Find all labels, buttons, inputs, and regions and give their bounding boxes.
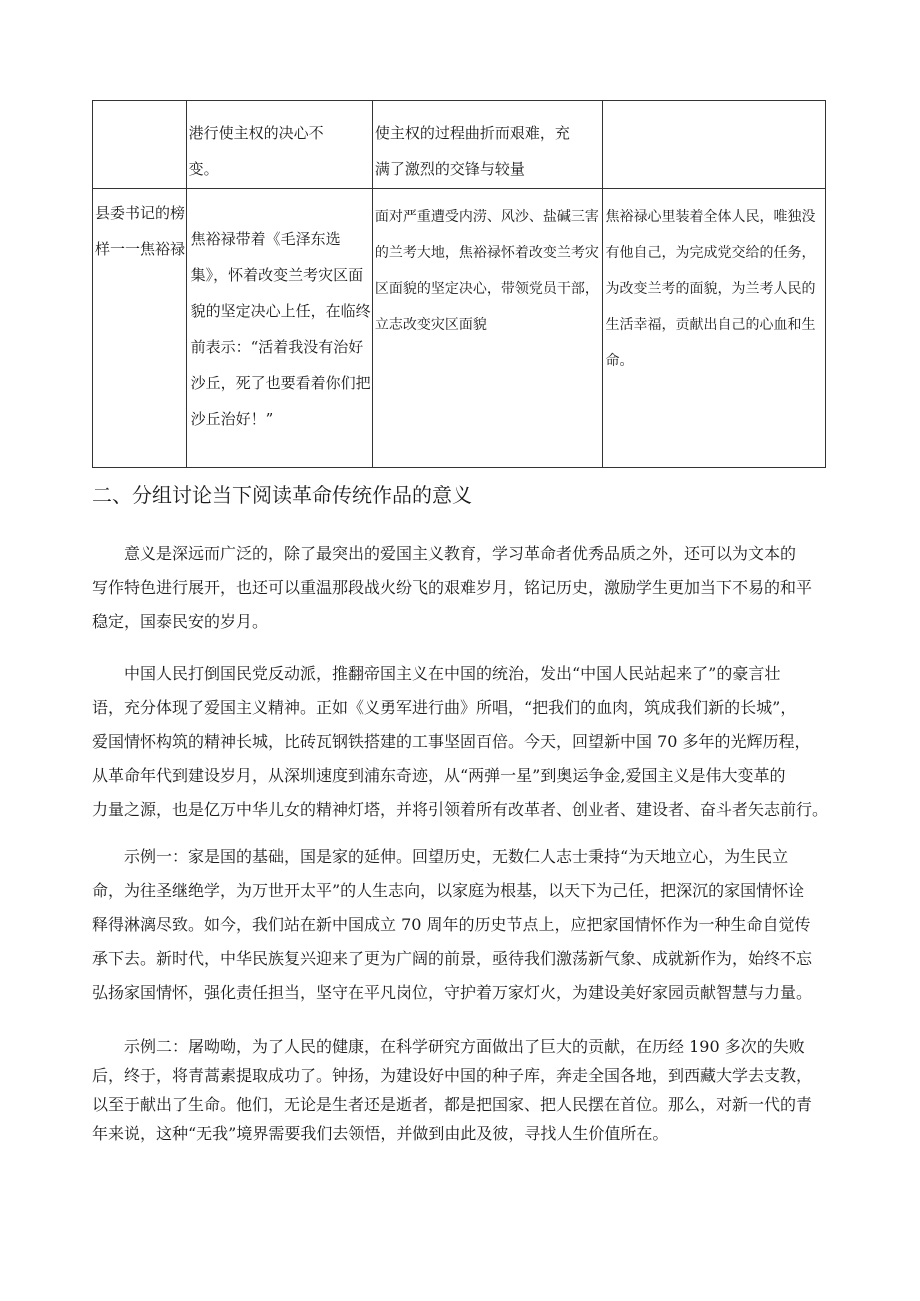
text-line: 承下去。新时代，中华民族复兴迎来了更为广阔的前景，亟待我们激荡新气象、成就新作为，始终不忘 bbox=[92, 949, 813, 968]
paragraph bbox=[92, 537, 830, 639]
table-row bbox=[93, 189, 826, 468]
table-row bbox=[93, 101, 826, 189]
paragraph bbox=[92, 657, 830, 827]
text-line: 意义是深远而广泛的，除了最突出的爱国主义教育，学习革命者优秀品质之外，还可以为文本的 bbox=[124, 544, 797, 563]
cell-line: 为改变兰考的面貌，为兰考人民的 bbox=[605, 281, 816, 297]
cell-line: 焦裕禄心里装着全体人民，唯独没 bbox=[605, 209, 816, 225]
cell-line: 的兰考大地，焦裕禄怀着改变兰考灾 bbox=[374, 245, 599, 261]
table-cell bbox=[603, 101, 826, 189]
table-cell bbox=[372, 101, 603, 189]
text-line: 释得淋漓尽致。如今，我们站在新中国成立 70 周年的历史节点上，应把家国情怀作为一种生命自觉传 bbox=[92, 915, 811, 934]
text-line: 示例二：屠呦呦，为了人民的健康，在科学研究方面做出了巨大的贡献，在历经 190 多次的失败 bbox=[124, 1037, 805, 1056]
cell-line: 命。 bbox=[605, 353, 634, 369]
cell-line: 县委书记的榜 bbox=[95, 204, 186, 222]
cell-line: 变。 bbox=[188, 160, 219, 178]
cell-line: 前表示：“活着我没有治好 bbox=[190, 338, 364, 356]
cell-line: 貌的坚定决心上任，在临终 bbox=[190, 302, 371, 320]
text-line: 语，充分体现了爱国主义精神。正如《义勇军进行曲》所唱，“把我们的血肉，筑成我们新的长城”， bbox=[92, 698, 797, 717]
cell-line: 使主权的过程曲折而艰难，充 bbox=[374, 124, 570, 142]
cell-line: 面对严重遭受内涝、风沙、盐碱三害 bbox=[374, 209, 599, 225]
text-line: 示例一：家是国的基础，国是家的延伸。回望历史，无数仁人志士秉持“为天地立心，为生民立 bbox=[124, 847, 789, 866]
text-line: 命，为往圣继绝学，为万世开太平”的人生志向，以家庭为根基，以天下为己任，把深沉的家国情怀诠 bbox=[92, 881, 805, 900]
table-cell bbox=[186, 189, 372, 468]
cell-line: 立志改变灾区面貌 bbox=[374, 317, 487, 333]
text-line: 后，终于，将青蒿素提取成功了。钟扬，为建设好中国的种子库，奔走全国各地，到西藏大学去支教， bbox=[92, 1066, 813, 1085]
table-cell bbox=[372, 189, 603, 468]
comparison-table bbox=[92, 100, 826, 468]
text-line: 弘扬家国情怀，强化责任担当，坚守在平凡岗位，守护着万家灯火，为建设美好家园贡献智慧与力量。 bbox=[92, 983, 813, 1002]
cell-line: 集》，怀着改变兰考灾区面 bbox=[190, 266, 364, 284]
text-line: 力量之源，也是亿万中华儿女的精神灯塔，并将引领着所有改革者、创业者、建设者、奋斗者矢志前行。 bbox=[92, 800, 829, 819]
cell-line: 焦裕禄带着《毛泽东选 bbox=[190, 230, 341, 248]
section-heading: 二、分组讨论当下阅读革命传统作品的意义 bbox=[92, 483, 472, 507]
text-line: 从革命年代到建设岁月，从深圳速度到浦东奇迹，从“两弹一星”到奥运争金,爱国主义是伟大变革的 bbox=[92, 766, 786, 785]
cell-line: 港行使主权的决心不 bbox=[188, 124, 324, 142]
table-cell bbox=[186, 101, 372, 189]
cell-line: 沙丘，死了也要看着你们把 bbox=[190, 374, 371, 392]
text-line: 中国人民打倒国民党反动派，推翻帝国主义在中国的统治，发出“中国人民站起来了”的豪言壮 bbox=[124, 664, 781, 683]
cell-line: 样一一焦裕禄 bbox=[95, 240, 186, 258]
text-line: 爱国情怀构筑的精神长城，比砖瓦钢铁搭建的工事坚固百倍。今天，回望新中国 70 多年的光辉历程， bbox=[92, 732, 811, 751]
cell-line: 有他自己，为完成党交给的任务， bbox=[605, 245, 816, 261]
table-cell bbox=[603, 189, 826, 468]
paragraph bbox=[92, 1032, 830, 1148]
paragraph bbox=[92, 840, 830, 1010]
table-cell bbox=[93, 189, 187, 468]
cell-line: 生活幸福，贡献出自己的心血和生 bbox=[605, 317, 816, 333]
text-line: 以至于献出了生命。他们，无论是生者还是逝者，都是把国家、把人民摆在首位。那么，对新一代的青 bbox=[92, 1095, 813, 1114]
cell-line: 区面貌的坚定决心，带领党员干部， bbox=[374, 281, 599, 297]
cell-line: 满了激烈的交锋与较量 bbox=[374, 160, 525, 178]
cell-line: 沙丘治好！” bbox=[190, 410, 274, 428]
text-line: 年来说，这种“无我”境界需要我们去领悟，并做到由此及彼，寻找人生价值所在。 bbox=[92, 1124, 669, 1143]
text-line: 稳定，国泰民安的岁月。 bbox=[92, 612, 269, 631]
text-line: 写作特色进行展开，也还可以重温那段战火纷飞的艰难岁月，铭记历史，激励学生更加当下不易的和平 bbox=[92, 578, 813, 597]
